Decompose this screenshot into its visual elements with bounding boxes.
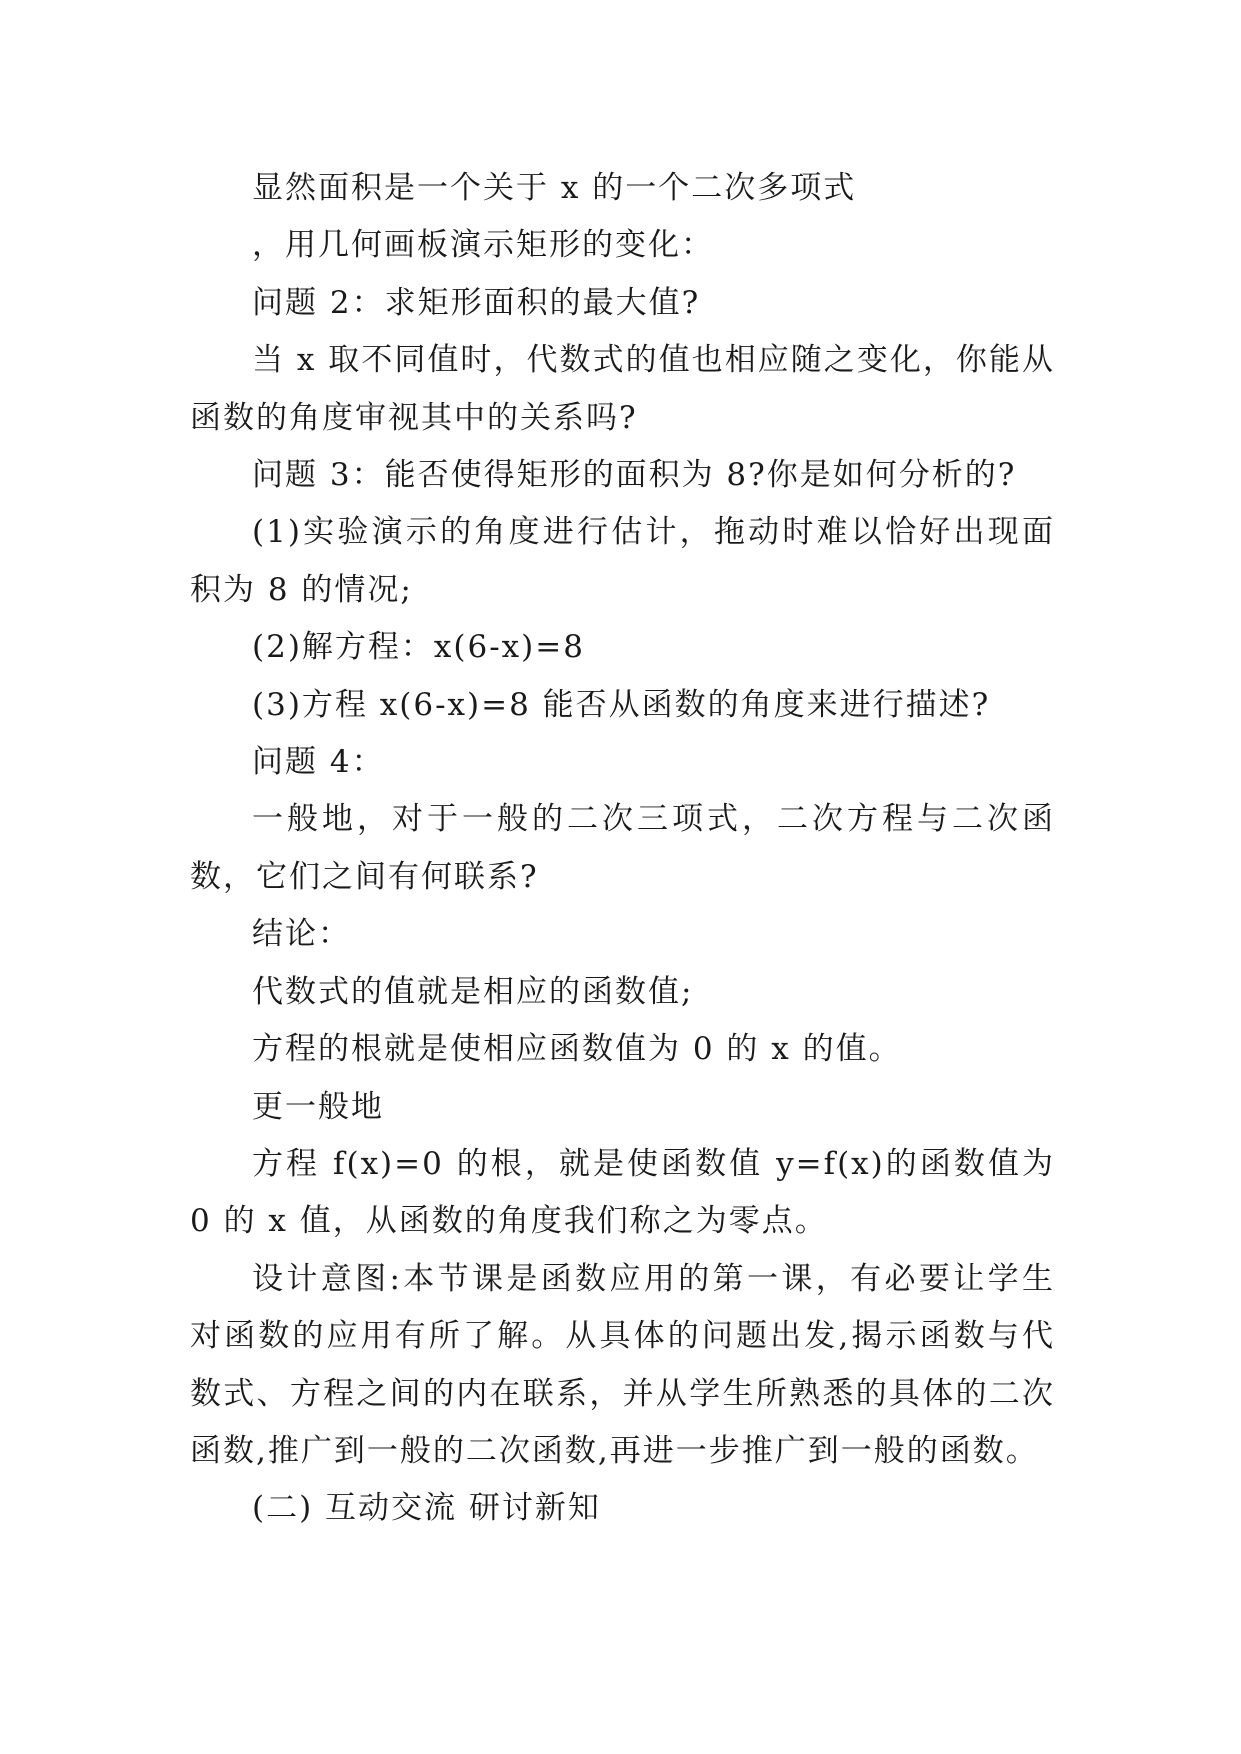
- section-heading: (二) 互动交流 研讨新知: [252, 1490, 601, 1527]
- paragraph: 方程 f(x)=0 的根，就是使函数值 y=f(x)的函数值为 0 的 x 值，从函数的角度我们称之为零点。: [190, 1145, 1055, 1240]
- paragraph: 方程的根就是使相应函数值为 0 的 x 的值。: [252, 1031, 902, 1068]
- paragraph: 一般地，对于一般的二次三项式，二次方程与二次函数，它们之间有何联系?: [190, 801, 1055, 895]
- paragraph: 问题 2：求矩形面积的最大值?: [252, 284, 701, 321]
- paragraph: 设计意图:本节课是函数应用的第一课，有必要让学生对函数的应用有所了解。从具体的问题出发,揭示函数与代数式、方程之间的内在联系，并从学生所熟悉的具体的二次函数,推广到一般的二次函数,再进一步推广到一般的函数。: [190, 1260, 1055, 1469]
- paragraph: (1)实验演示的角度进行估计，拖动时难以恰好出现面积为 8 的情况;: [190, 514, 1055, 608]
- paragraph: 结论：: [252, 916, 351, 953]
- paragraph: 问题 3：能否使得矩形的面积为 8?你是如何分析的?: [252, 457, 1017, 494]
- paragraph: (3)方程 x(6-x)=8 能否从函数的角度来进行描述?: [252, 686, 991, 723]
- document-body: [190, 160, 1055, 1538]
- paragraph: 当 x 取不同值时，代数式的值也相应随之变化，你能从函数的角度审视其中的关系吗?: [190, 342, 1055, 436]
- paragraph: 更一般地: [252, 1088, 384, 1125]
- paragraph: (2)解方程：x(6-x)=8: [252, 629, 585, 666]
- paragraph: ，用几何画板演示矩形的变化：: [252, 227, 714, 264]
- paragraph: 问题 4：: [252, 744, 385, 781]
- paragraph: 代数式的值就是相应的函数值;: [252, 973, 694, 1010]
- paragraph: 显然面积是一个关于 x 的一个二次多项式: [252, 170, 857, 206]
